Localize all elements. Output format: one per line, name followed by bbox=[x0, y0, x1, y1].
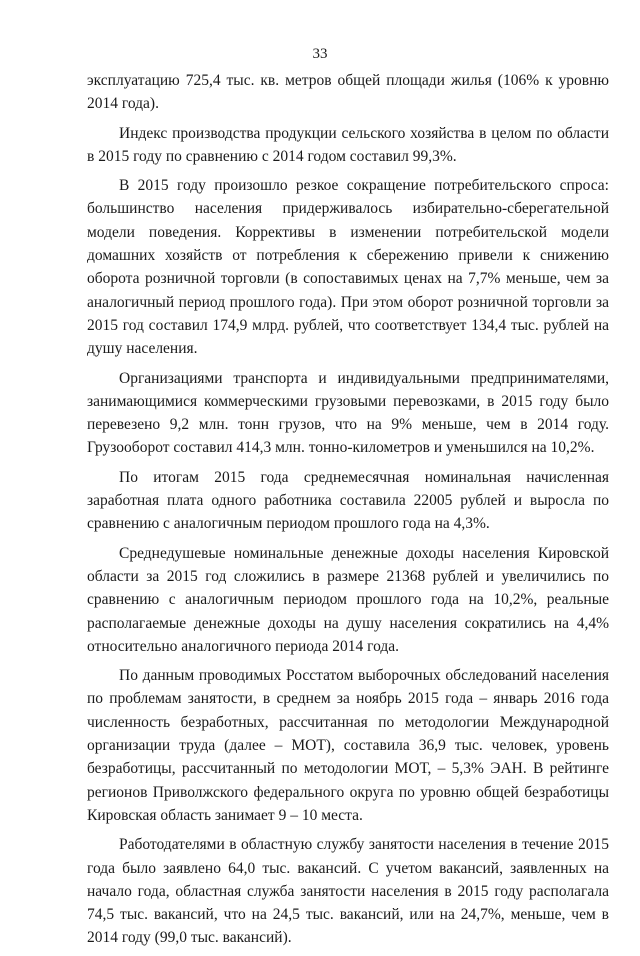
document-body bbox=[87, 69, 609, 956]
page-number: 33 bbox=[312, 46, 328, 62]
paragraph-consumer-demand: В 2015 году произошло резкое сокращение потребительского спроса: большинство населения придерживалось избирательно-сберегательной модели поведения. Коррективы в изменении потребительской модели домашних хозяйств от потребления к сбережению привели к снижению оборота розничной торговли (в сопоставимых ценах на 7,7% меньше, чем за аналогичный период прошлого года). При этом оборот розничной торговли за 2015 год составил 174,9 млрд. рублей, что соответствует 134,4 тыс. рублей на душу населения. bbox=[87, 177, 609, 358]
paragraph-unemployment: По данным проводимых Росстатом выборочных обследований населения по проблемам занятости, в среднем за ноябрь 2015 года – январь 2016 года численность безработных, рассчитанная по методологии Международной организации труда (далее – МОТ), составила 36,9 тыс. человек, уровень безработицы, рассчитанный по методологии МОТ, – 5,3% ЭАН. В рейтинге регионов Приволжского федерального округа по уровню общей безработицы Кировская область занимает 9 – 10 места. bbox=[87, 667, 609, 824]
paragraph-wages: По итогам 2015 года среднемесячная номинальная начисленная заработная плата одного работника составила 22005 рублей и выросла по сравнению с аналогичным периодом прошлого года на 4,3%. bbox=[87, 468, 609, 533]
paragraph-income: Среднедушевые номинальные денежные доходы населения Кировской области за 2015 год сложились в размере 21368 рублей и увеличились по сравнению с аналогичным периодом прошлого года на 10,2%, реальные располагаемые денежные доходы на душу населения сократились на 4,4% относительно аналогичного периода 2014 года. bbox=[87, 544, 609, 655]
paragraph-agriculture: Индекс производства продукции сельского хозяйства в целом по области в 2015 году по сравнению с 2014 годом составил 99,3%. bbox=[87, 124, 609, 165]
paragraph-transport: Организациями транспорта и индивидуальными предпринимателями, занимающимися коммерческими грузовыми перевозками, в 2015 году было перевезено 9,2 млн. тонн грузов, что на 9% меньше, чем в 2014 году. Грузооборот составил 414,3 млн. тонно-километров и уменьшился на 10,2%. bbox=[87, 369, 609, 457]
paragraph-housing-continued: эксплуатацию 725,4 тыс. кв. метров общей площади жилья (106% к уровню 2014 года). bbox=[87, 72, 609, 113]
paragraph-vacancies: Работодателями в областную службу занятости населения в течение 2015 года было заявлено 64,0 тыс. вакансий. С учетом вакансий, заявленных на начало года, областная служба занятости населения в 2015 году располагала 74,5 тыс. вакансий, что на 24,5 тыс. вакансий, или на 24,7%, меньше, чем в 2014 году (99,0 тыс. вакансий). bbox=[87, 836, 609, 947]
